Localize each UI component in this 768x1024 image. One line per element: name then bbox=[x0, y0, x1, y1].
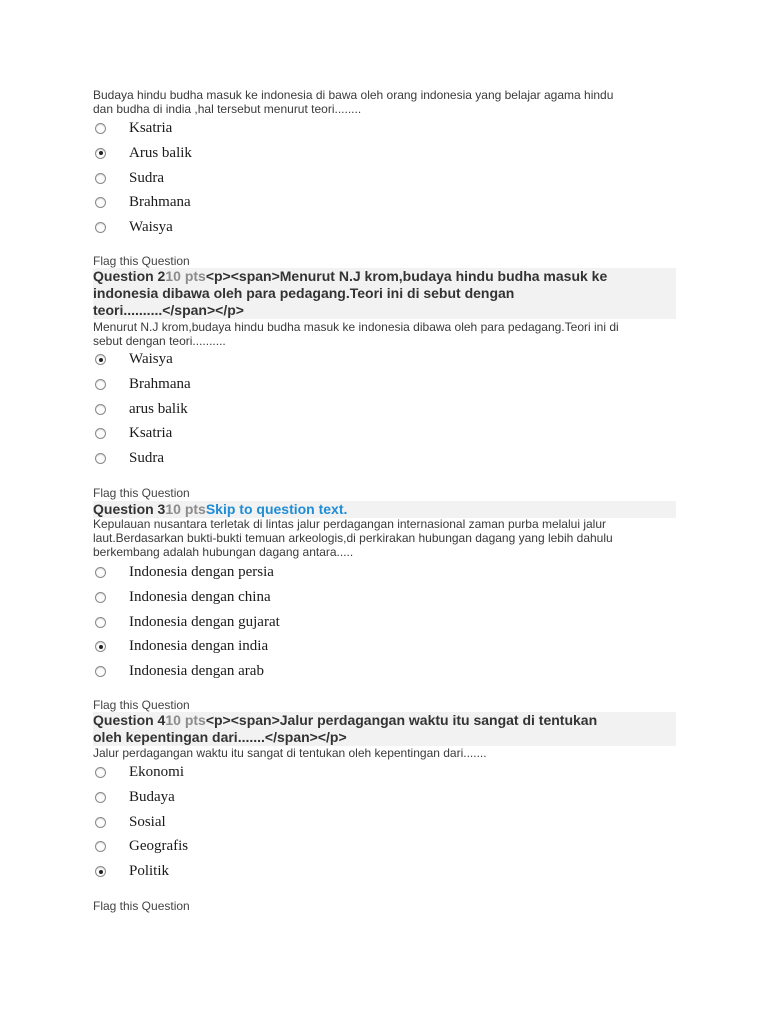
answer-label: Politik bbox=[129, 863, 170, 880]
answer-label: Waisya bbox=[129, 351, 173, 367]
radio-button[interactable] bbox=[95, 148, 106, 159]
question-number: Question 4 bbox=[93, 712, 166, 728]
question-4-text: Jalur perdagangan waktu itu sangat di tentukan oleh kepentingan dari....... bbox=[93, 746, 487, 760]
answer-label: Indonesia dengan persia bbox=[129, 564, 274, 580]
flag-question-link[interactable]: Flag this Question bbox=[93, 486, 190, 500]
radio-button[interactable] bbox=[95, 592, 106, 603]
radio-button[interactable] bbox=[95, 404, 106, 415]
flag-question-link[interactable]: Flag this Question bbox=[93, 899, 190, 913]
radio-button[interactable] bbox=[95, 641, 106, 652]
question-3-text: Kepulauan nusantara terletak di lintas jalur perdagangan internasional zaman purba melalui jalur laut.Berdasarkan bukti-bukti temuan arkeologis,di perkirakan hubungan dagang yang lebih dahulu berkembang adalah hubungan dagang antara..... bbox=[93, 517, 613, 559]
radio-button[interactable] bbox=[95, 222, 106, 233]
radio-button[interactable] bbox=[95, 197, 106, 208]
answer-label: Ekonomi bbox=[129, 764, 184, 780]
radio-button[interactable] bbox=[95, 792, 106, 803]
radio-button[interactable] bbox=[95, 123, 106, 134]
question-number: Question 2 bbox=[93, 268, 166, 284]
answer-label: Sudra bbox=[129, 169, 164, 186]
radio-button[interactable] bbox=[95, 567, 106, 578]
answer-label: arus balik bbox=[129, 400, 188, 417]
radio-button[interactable] bbox=[95, 666, 106, 677]
answer-label: Budaya bbox=[129, 788, 175, 805]
question-2-text: Menurut N.J krom,budaya hindu budha masuk ke indonesia dibawa oleh para pedagang.Teori ini di sebut dengan teori.......... bbox=[93, 320, 619, 348]
question-number: Question 3 bbox=[93, 501, 166, 517]
answer-label: Brahmana bbox=[129, 194, 191, 211]
flag-question-link[interactable]: Flag this Question bbox=[93, 698, 190, 712]
answer-label: Brahmana bbox=[129, 375, 191, 392]
answer-label: Ksatria bbox=[129, 120, 173, 136]
radio-button[interactable] bbox=[95, 617, 106, 628]
answer-label: Indonesia dengan china bbox=[129, 588, 271, 605]
question-points: 10 pts bbox=[165, 712, 206, 728]
radio-button[interactable] bbox=[95, 453, 106, 464]
question-header-text: <p><span>Jalur perdagangan waktu itu sangat di tentukan oleh kepentingan dari.......</span></p> bbox=[93, 712, 598, 745]
answer-label: Indonesia dengan india bbox=[129, 638, 269, 655]
question-4-header bbox=[93, 712, 676, 746]
answer-label: Arus balik bbox=[129, 144, 192, 161]
answer-label: Geografis bbox=[129, 838, 189, 855]
question-1-text: Budaya hindu budha masuk ke indonesia di bawa oleh orang indonesia yang belajar agama hindu dan budha di india ,hal tersebut menurut teori........ bbox=[93, 88, 614, 116]
question-header-text: <p><span>Menurut N.J krom,budaya hindu budha masuk ke indonesia dibawa oleh para pedagang.Teori ini di sebut dengan teori..........</span></p> bbox=[93, 268, 608, 318]
radio-button[interactable] bbox=[95, 817, 106, 828]
question-points: 10 pts bbox=[165, 501, 206, 517]
answer-label: Waisya bbox=[129, 219, 173, 236]
skip-to-question-link[interactable]: Skip to question text. bbox=[205, 501, 348, 517]
radio-button[interactable] bbox=[95, 354, 106, 365]
flag-question-link[interactable]: Flag this Question bbox=[93, 254, 190, 268]
radio-button[interactable] bbox=[95, 866, 106, 877]
question-points: 10 pts bbox=[165, 268, 206, 284]
radio-button[interactable] bbox=[95, 379, 106, 390]
question-3-header bbox=[93, 501, 676, 518]
radio-button[interactable] bbox=[95, 767, 106, 778]
question-2-header bbox=[93, 268, 676, 319]
answer-label: Indonesia dengan arab bbox=[129, 663, 264, 680]
radio-button[interactable] bbox=[95, 428, 106, 439]
answer-label: Ksatria bbox=[129, 425, 173, 442]
answer-label: Sudra bbox=[129, 450, 164, 467]
radio-button[interactable] bbox=[95, 841, 106, 852]
answer-label: Sosial bbox=[129, 813, 166, 830]
radio-button[interactable] bbox=[95, 173, 106, 184]
answer-label: Indonesia dengan gujarat bbox=[129, 613, 280, 630]
